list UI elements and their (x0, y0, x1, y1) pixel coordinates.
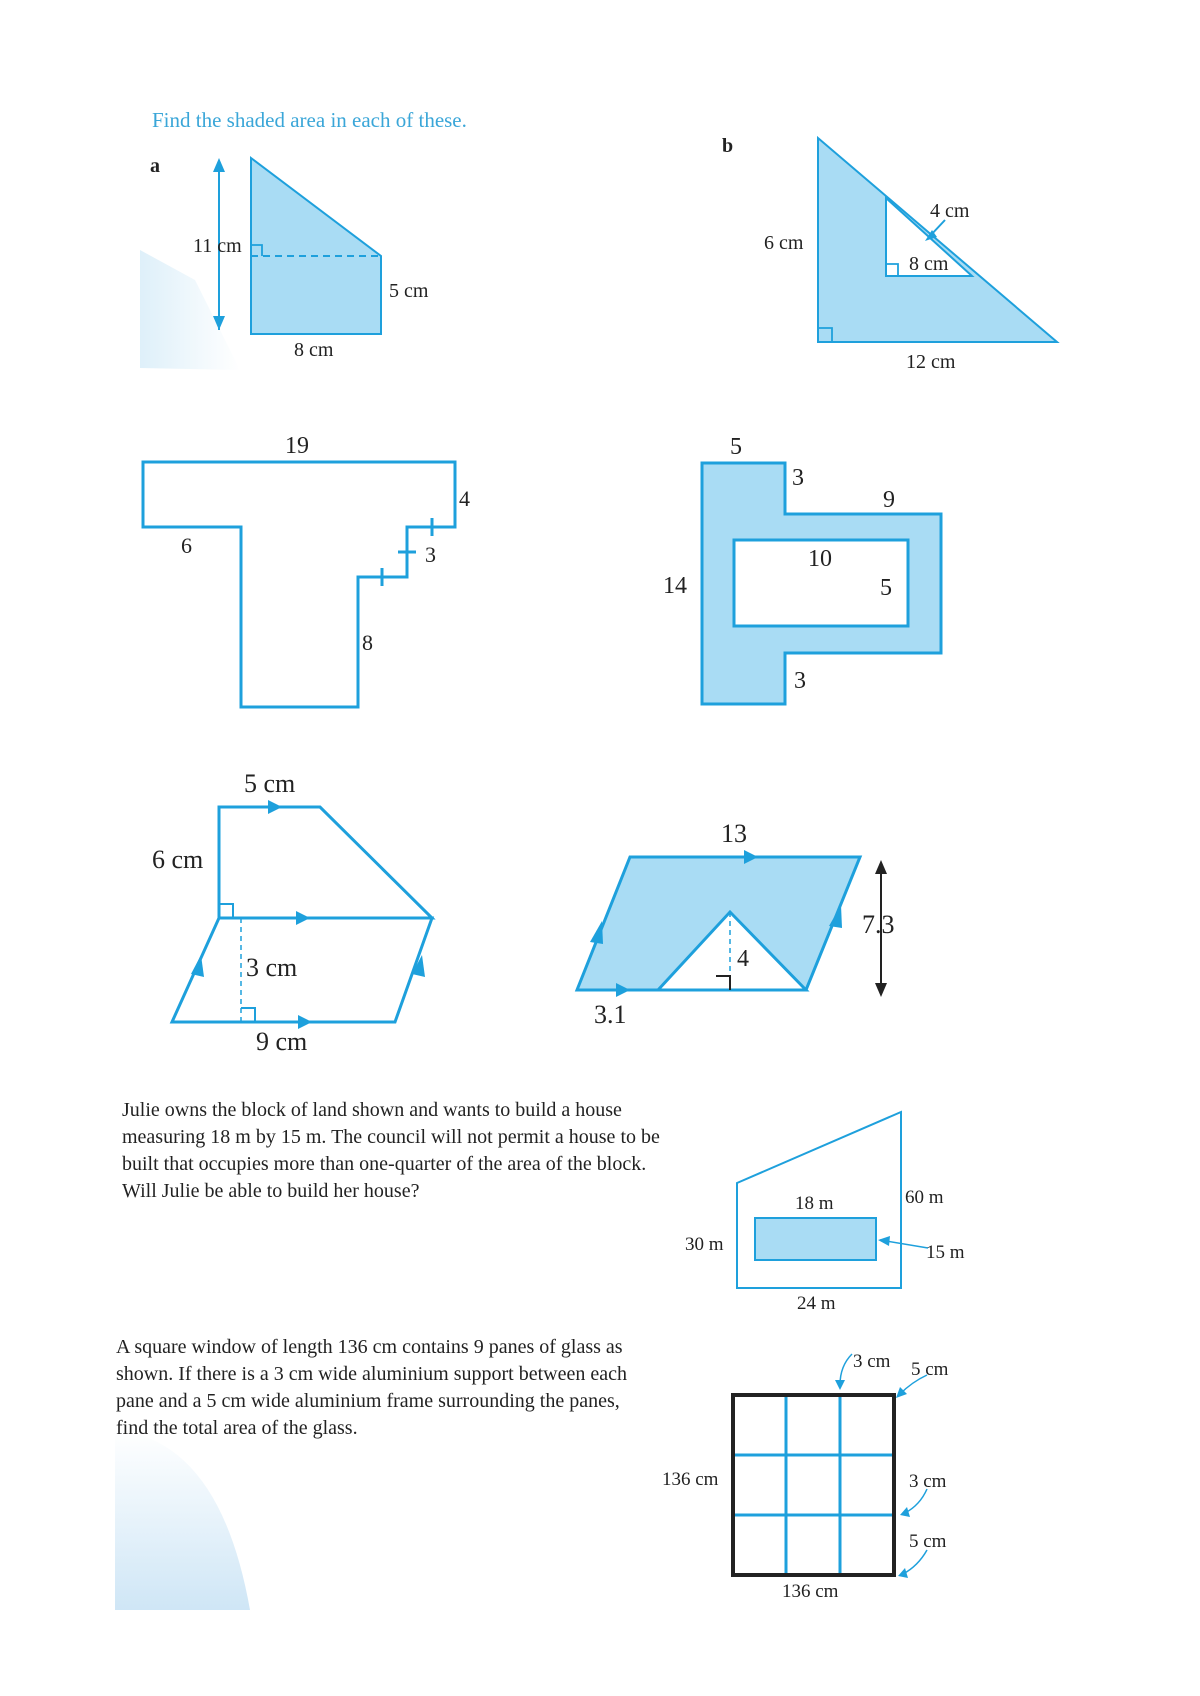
figure-b-vertical-label: 6 cm (764, 232, 804, 254)
window-left-label: 136 cm (662, 1469, 719, 1490)
window-frame-top-label: 5 cm (911, 1359, 949, 1380)
window-frame (733, 1395, 894, 1575)
frame-shape-region (702, 463, 941, 704)
land-right-label: 60 m (905, 1187, 944, 1208)
t-shape-stem-label: 8 (362, 630, 373, 655)
t-shape-top-label: 19 (285, 433, 309, 459)
t-shape-right-label: 4 (459, 486, 470, 511)
page-heading: Find the shaded area in each of these. (152, 108, 467, 132)
frame-shape-top-label: 5 (730, 434, 742, 460)
trapezium-upper-outline (219, 807, 432, 918)
frame-shape-inner-width-label: 10 (808, 546, 832, 572)
figure-a-height-label: 11 cm (193, 235, 242, 257)
window-support-right-label: 3 cm (909, 1471, 947, 1492)
window-support-top-label: 3 cm (853, 1351, 891, 1372)
frame-shape-right-top-label: 9 (883, 487, 895, 513)
parallelogram-region (577, 857, 860, 990)
frame-shape-bottom-notch-label: 3 (794, 668, 806, 694)
parallelogram-triangle-label: 4 (737, 946, 749, 972)
t-shape-outline (143, 462, 455, 707)
land-left-label: 30 m (685, 1234, 724, 1255)
figure-parallelogram (577, 819, 895, 1029)
figure-window (662, 1351, 949, 1602)
figure-a-letter: a (150, 155, 160, 177)
figure-t-shape (143, 433, 470, 707)
decorative-wash-top (140, 250, 240, 370)
t-shape-step-label: 3 (425, 542, 436, 567)
figure-frame-shape (663, 434, 941, 704)
figure-trapezium (152, 769, 432, 1056)
trapezium-left-label: 6 cm (152, 845, 204, 874)
figure-a-shape (251, 158, 381, 334)
window-pointer-frame-right (903, 1550, 927, 1574)
window-frame-right-label: 5 cm (909, 1531, 947, 1552)
frame-shape-inner-height-label: 5 (880, 575, 892, 601)
figure-a-side-label: 5 cm (389, 280, 429, 302)
window-pointer-support-right (905, 1489, 927, 1513)
parallelogram-height-label: 7.3 (862, 910, 895, 939)
frame-shape-notch-label: 3 (792, 465, 804, 491)
figure-b (722, 135, 1057, 373)
trapezium-base-label: 9 cm (256, 1027, 308, 1056)
figure-b-slant-label: 4 cm (930, 200, 970, 222)
trapezium-parallel-arrow-mid (296, 911, 310, 925)
land-base-label: 24 m (797, 1293, 836, 1314)
figure-land-block (685, 1112, 965, 1314)
figure-b-inner-base-label: 8 cm (909, 253, 949, 275)
parallelogram-right-angle (716, 976, 730, 990)
trapezium-parallel-arrow-top (268, 800, 282, 814)
trapezium-right-angle-top (219, 904, 233, 918)
trapezium-right-angle-bottom (241, 1008, 255, 1022)
parallelogram-offset-label: 3.1 (594, 1000, 627, 1029)
land-house-width-label: 15 m (926, 1242, 965, 1263)
parallelogram-top-label: 13 (721, 819, 747, 848)
figure-a-base-label: 8 cm (294, 339, 334, 361)
decorative-wash-bottom (115, 1430, 250, 1610)
land-house-length-label: 18 m (795, 1193, 834, 1214)
frame-shape-height-label: 14 (663, 573, 687, 599)
window-pointer-support-right-head (900, 1507, 910, 1517)
figure-a-arrow-up (213, 158, 225, 172)
trapezium-lower-outline (172, 918, 432, 1022)
land-pointer-arrowhead (878, 1236, 890, 1246)
land-house-rect (755, 1218, 876, 1260)
window-bottom-label: 136 cm (782, 1581, 839, 1602)
figure-b-outer-triangle (818, 138, 1057, 342)
trapezium-height-label: 3 cm (246, 953, 298, 982)
t-shape-left-label: 6 (181, 533, 192, 558)
window-pointer-support-top-head (835, 1380, 845, 1390)
parallelogram-height-arrow-down (875, 983, 887, 997)
trapezium-top-label: 5 cm (244, 769, 296, 798)
window-question: A square window of length 136 cm contains 9 panes of glass as shown. If there is a 3 cm wide aluminium support between each pane and a 5 cm wide aluminium frame surrounding the panes, find the total area of the glass. (116, 1336, 627, 1439)
window-pointer-frame-right-head (898, 1568, 908, 1578)
parallelogram-side-arrow-left (590, 921, 603, 944)
figure-b-letter: b (722, 135, 734, 157)
figure-b-base-label: 12 cm (906, 351, 956, 373)
parallelogram-height-arrow-up (875, 860, 887, 874)
julie-question: Julie owns the block of land shown and wants to build a house measuring 18 m by 15 m. The council will not permit a house to be built that occupies more than one-quarter of the area of the block. Will Julie be able to build her house? (122, 1099, 660, 1202)
